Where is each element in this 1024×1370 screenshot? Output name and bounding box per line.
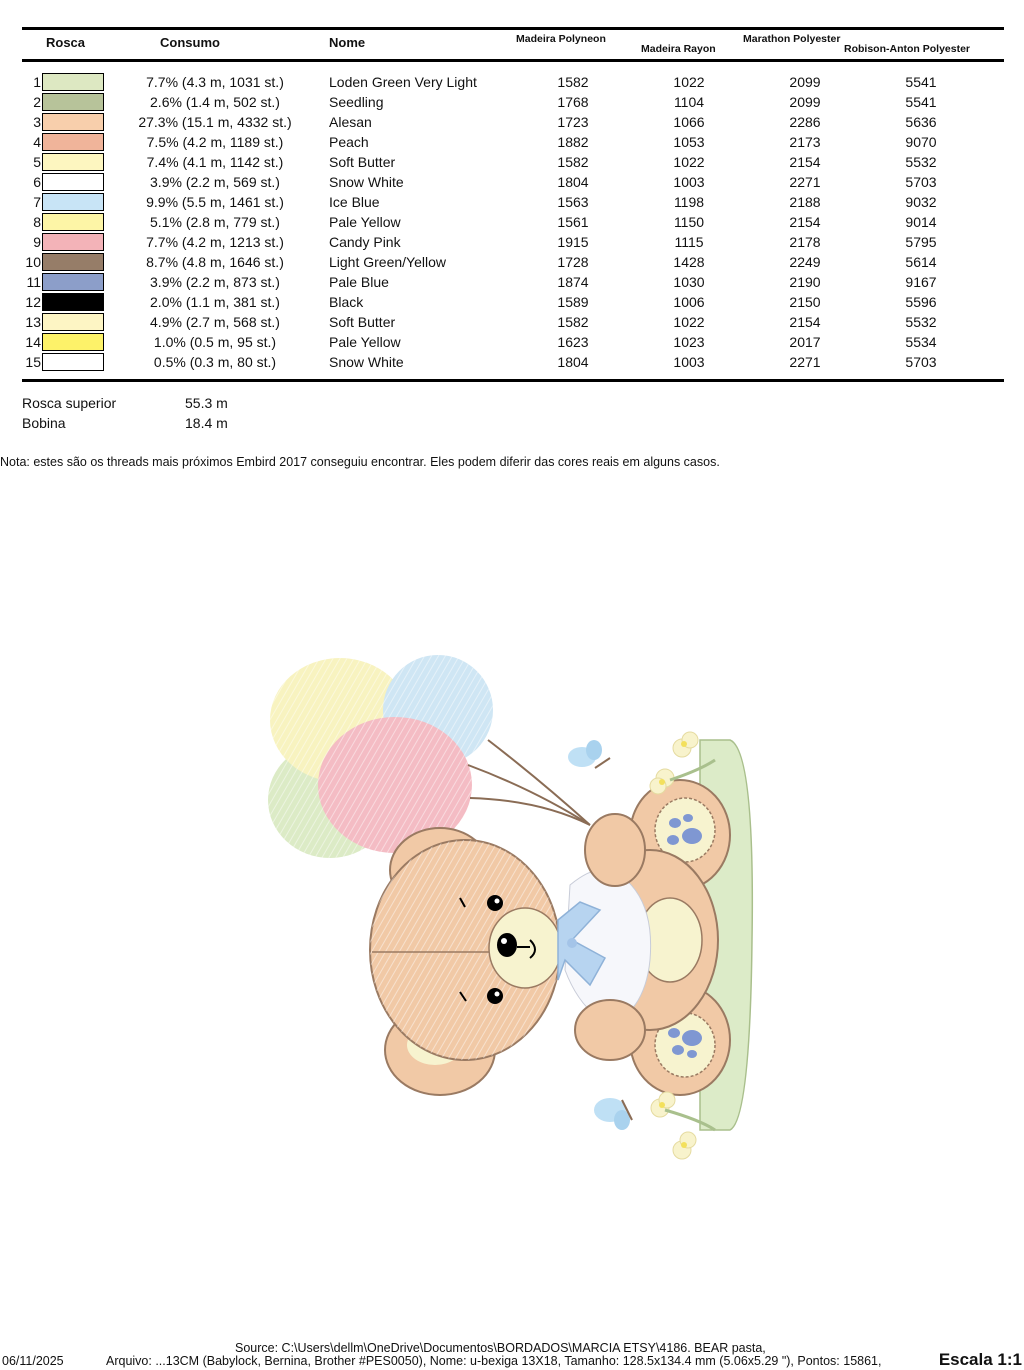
marathon-polyester-code: 2150 <box>789 294 821 310</box>
consumption: 4.9% (2.7 m, 568 st.) <box>150 314 280 330</box>
madeira-polyneon-code: 1804 <box>557 354 589 370</box>
madeira-polyneon-code: 1804 <box>557 174 589 190</box>
thread-name: Candy Pink <box>329 234 401 250</box>
thread-number: 13 <box>25 314 41 330</box>
consumption: 7.7% (4.2 m, 1213 st.) <box>146 234 284 250</box>
consumption: 5.1% (2.8 m, 779 st.) <box>150 214 280 230</box>
table-row <box>0 72 1024 92</box>
madeira-polyneon-code: 1623 <box>557 334 589 350</box>
header-rosca: Rosca <box>46 35 86 50</box>
table-row <box>0 332 1024 352</box>
madeira-polyneon-code: 1882 <box>557 134 589 150</box>
marathon-polyester-code: 2154 <box>789 214 821 230</box>
robison-anton-code: 5532 <box>905 314 937 330</box>
robison-anton-code: 5534 <box>905 334 937 350</box>
thread-name: Pale Yellow <box>329 214 401 230</box>
robison-anton-code: 5703 <box>905 174 937 190</box>
table-header-rule <box>22 59 1004 62</box>
marathon-polyester-code: 2249 <box>789 254 821 270</box>
footer-file-info: Arquivo: ...13CM (Babylock, Bernina, Brother #PES0050), Nome: u-bexiga 13X18, Tamanho: 128.5x134.4 mm (5.06x5.29 "), Pontos: 15861, <box>106 1354 882 1368</box>
thread-number: 12 <box>25 294 41 310</box>
color-swatch <box>42 93 104 111</box>
thread-number: 5 <box>33 154 41 170</box>
color-swatch <box>42 73 104 91</box>
marathon-polyester-code: 2154 <box>789 314 821 330</box>
thread-number: 14 <box>25 334 41 350</box>
thread-number: 11 <box>26 274 41 290</box>
robison-anton-code: 5703 <box>905 354 937 370</box>
thread-number: 15 <box>25 354 41 370</box>
header-madeira-polyneon: Madeira Polyneon <box>516 33 606 45</box>
thread-number: 7 <box>33 194 41 210</box>
marathon-polyester-code: 2173 <box>789 134 821 150</box>
thread-name: Snow White <box>329 354 404 370</box>
madeira-rayon-code: 1066 <box>673 114 705 130</box>
table-row <box>0 232 1024 252</box>
top-thread-value: 55.3 m <box>185 395 228 411</box>
thread-name: Black <box>329 294 364 310</box>
robison-anton-code: 5541 <box>905 94 937 110</box>
madeira-rayon-code: 1022 <box>673 74 705 90</box>
madeira-polyneon-code: 1874 <box>557 274 589 290</box>
robison-anton-code: 5596 <box>905 294 937 310</box>
robison-anton-code: 5795 <box>905 234 937 250</box>
header-marathon-polyester: Marathon Polyester <box>743 33 841 45</box>
madeira-polyneon-code: 1915 <box>557 234 589 250</box>
table-row <box>0 212 1024 232</box>
footer-source: Source: C:\Users\dellm\OneDrive\Documentos\BORDADOS\MARCIA ETSY\4186. BEAR pasta, <box>235 1341 766 1355</box>
color-swatch <box>42 153 104 171</box>
thread-number: 3 <box>33 114 41 130</box>
table-bottom-rule <box>22 379 1004 382</box>
color-swatch <box>42 253 104 271</box>
header-consumo: Consumo <box>160 35 220 50</box>
marathon-polyester-code: 2271 <box>789 174 821 190</box>
robison-anton-code: 5541 <box>905 74 937 90</box>
scale-label: Escala 1:1 <box>938 1350 1022 1369</box>
table-row <box>0 132 1024 152</box>
table-row <box>0 192 1024 212</box>
madeira-rayon-code: 1053 <box>673 134 705 150</box>
thread-number: 10 <box>25 254 41 270</box>
color-swatch <box>42 193 104 211</box>
teddy-bear-balloons-image <box>260 640 770 1180</box>
consumption: 8.7% (4.8 m, 1646 st.) <box>146 254 284 270</box>
marathon-polyester-code: 2099 <box>789 94 821 110</box>
thread-number: 6 <box>33 174 41 190</box>
madeira-polyneon-code: 1582 <box>557 314 589 330</box>
consumption: 27.3% (15.1 m, 4332 st.) <box>138 114 292 130</box>
madeira-rayon-code: 1003 <box>673 174 705 190</box>
thread-name: Soft Butter <box>329 154 396 170</box>
color-swatch <box>42 213 104 231</box>
thread-number: 9 <box>33 234 41 250</box>
thread-number: 4 <box>33 134 41 150</box>
marathon-polyester-code: 2286 <box>789 114 821 130</box>
madeira-rayon-code: 1150 <box>673 214 705 230</box>
color-swatch <box>42 233 104 251</box>
consumption: 2.0% (1.1 m, 381 st.) <box>150 294 280 310</box>
consumption: 0.5% (0.3 m, 80 st.) <box>153 354 277 370</box>
color-swatch <box>42 273 104 291</box>
consumption: 7.4% (4.1 m, 1142 st.) <box>146 154 284 170</box>
madeira-rayon-code: 1428 <box>673 254 705 270</box>
thread-name: Pale Yellow <box>329 334 401 350</box>
table-row <box>0 352 1024 372</box>
marathon-polyester-code: 2178 <box>789 234 821 250</box>
madeira-polyneon-code: 1728 <box>557 254 589 270</box>
table-row <box>0 92 1024 112</box>
marathon-polyester-code: 2188 <box>789 194 821 210</box>
madeira-rayon-code: 1115 <box>674 234 704 250</box>
table-row <box>0 312 1024 332</box>
thread-name: Pale Blue <box>329 274 389 290</box>
consumption: 2.6% (1.4 m, 502 st.) <box>150 94 280 110</box>
robison-anton-code: 9167 <box>905 274 937 290</box>
bobbin-label: Bobina <box>22 415 66 431</box>
madeira-rayon-code: 1022 <box>673 314 705 330</box>
robison-anton-code: 5636 <box>905 114 937 130</box>
madeira-polyneon-code: 1561 <box>557 214 589 230</box>
thread-name: Light Green/Yellow <box>329 254 447 270</box>
robison-anton-code: 9032 <box>905 194 937 210</box>
thread-name: Snow White <box>329 174 404 190</box>
color-swatch <box>42 173 104 191</box>
color-swatch <box>42 333 104 351</box>
color-swatch <box>42 293 104 311</box>
consumption: 1.0% (0.5 m, 95 st.) <box>153 334 277 350</box>
embroidery-preview <box>260 640 770 1180</box>
color-swatch <box>42 113 104 131</box>
thread-number: 2 <box>33 94 41 110</box>
robison-anton-code: 9014 <box>905 214 937 230</box>
table-row <box>0 152 1024 172</box>
madeira-rayon-code: 1003 <box>673 354 705 370</box>
madeira-rayon-code: 1006 <box>673 294 705 310</box>
marathon-polyester-code: 2190 <box>789 274 821 290</box>
table-row <box>0 172 1024 192</box>
consumption: 9.9% (5.5 m, 1461 st.) <box>146 194 284 210</box>
madeira-polyneon-code: 1582 <box>557 74 589 90</box>
thread-note: Nota: estes são os threads mais próximos Embird 2017 conseguiu encontrar. Eles podem diferir das cores reais em alguns casos. <box>0 455 720 469</box>
madeira-polyneon-code: 1589 <box>557 294 589 310</box>
consumption: 3.9% (2.2 m, 873 st.) <box>150 274 280 290</box>
table-row <box>0 112 1024 132</box>
consumption: 3.9% (2.2 m, 569 st.) <box>150 174 280 190</box>
top-thread-label: Rosca superior <box>22 395 117 411</box>
color-swatch <box>42 313 104 331</box>
thread-name: Peach <box>329 134 369 150</box>
madeira-rayon-code: 1023 <box>673 334 705 350</box>
thread-name: Alesan <box>329 114 372 130</box>
thread-name: Ice Blue <box>329 194 380 210</box>
header-madeira-rayon: Madeira Rayon <box>641 43 716 55</box>
madeira-polyneon-code: 1723 <box>557 114 589 130</box>
marathon-polyester-code: 2271 <box>789 354 821 370</box>
madeira-rayon-code: 1030 <box>673 274 705 290</box>
thread-number: 1 <box>33 74 41 90</box>
marathon-polyester-code: 2154 <box>789 154 821 170</box>
marathon-polyester-code: 2017 <box>789 334 821 350</box>
robison-anton-code: 9070 <box>905 134 937 150</box>
madeira-rayon-code: 1198 <box>673 194 705 210</box>
table-row <box>0 292 1024 312</box>
madeira-rayon-code: 1104 <box>673 94 705 110</box>
madeira-polyneon-code: 1768 <box>557 94 589 110</box>
color-swatch <box>42 353 104 371</box>
thread-number: 8 <box>33 214 41 230</box>
thread-name: Loden Green Very Light <box>329 74 477 90</box>
consumption: 7.7% (4.3 m, 1031 st.) <box>146 74 284 90</box>
thread-name: Soft Butter <box>329 314 396 330</box>
consumption: 7.5% (4.2 m, 1189 st.) <box>146 134 284 150</box>
table-row <box>0 252 1024 272</box>
table-row <box>0 272 1024 292</box>
table-top-rule <box>22 27 1004 30</box>
madeira-polyneon-code: 1582 <box>557 154 589 170</box>
marathon-polyester-code: 2099 <box>789 74 821 90</box>
bobbin-value: 18.4 m <box>185 415 228 431</box>
header-nome: Nome <box>329 35 366 50</box>
color-swatch <box>42 133 104 151</box>
robison-anton-code: 5532 <box>905 154 937 170</box>
header-robison-anton-polyester: Robison-Anton Polyester <box>844 43 971 55</box>
footer-date: 06/11/2025 <box>2 1354 64 1368</box>
madeira-polyneon-code: 1563 <box>557 194 589 210</box>
madeira-rayon-code: 1022 <box>673 154 705 170</box>
robison-anton-code: 5614 <box>905 254 937 270</box>
thread-name: Seedling <box>329 94 384 110</box>
